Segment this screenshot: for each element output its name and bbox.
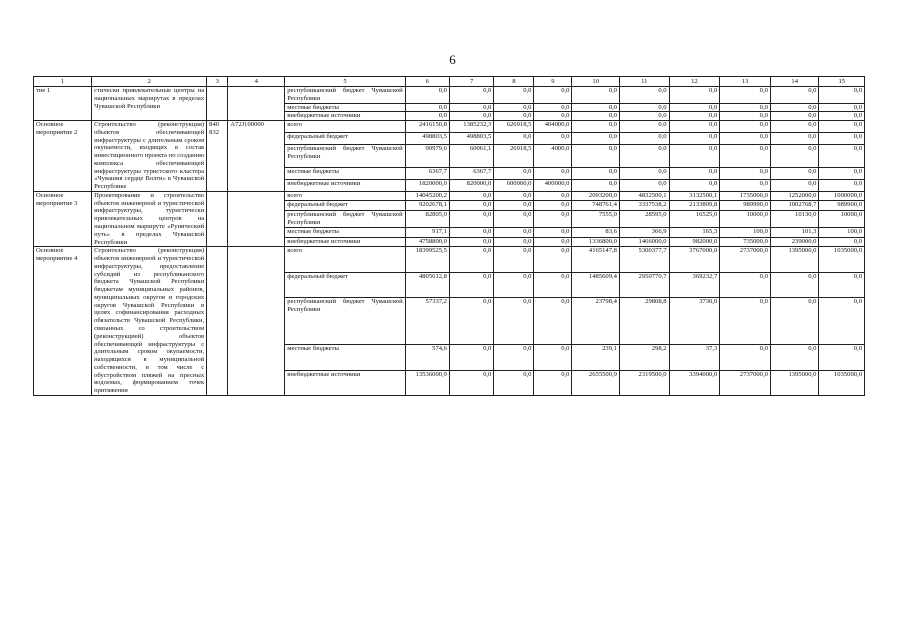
- header-cell: 4: [228, 77, 285, 87]
- funding-source-cell: внебюджетные источники: [285, 237, 405, 246]
- header-cell: 10: [572, 77, 620, 87]
- measure-description-cell: Строительство (реконструкция) объектов обеспечивающей инфраструктуры с длительным сроком окупаемости, входящих в состав инвестиционного проекта по созданию комплекса обеспечивающей инфраструктуры туристского кластера «Чувашия сердце Волги» в Чувашской Республике: [92, 121, 207, 192]
- amount-cell: 1035000,0: [819, 370, 865, 395]
- amount-cell: 0,0: [534, 272, 572, 297]
- amount-cell: 0,0: [669, 179, 720, 191]
- amount-cell: 0,0: [669, 103, 720, 112]
- amount-cell: 0,0: [619, 133, 669, 145]
- funding-source-cell: республиканский бюджет Чувашской Республики: [285, 145, 405, 168]
- amount-cell: 9202678,1: [405, 201, 449, 210]
- amount-cell: 0,0: [572, 179, 620, 191]
- amount-cell: 165,3: [669, 228, 720, 237]
- amount-cell: 4000,0: [534, 145, 572, 168]
- funding-source-cell: всего: [285, 121, 405, 133]
- amount-cell: 0,0: [449, 103, 493, 112]
- funding-source-cell: внебюджетные источники: [285, 179, 405, 191]
- amount-cell: 0,0: [494, 201, 534, 210]
- amount-cell: 0,0: [819, 87, 865, 104]
- amount-cell: 0,0: [619, 167, 669, 179]
- amount-cell: 0,0: [449, 201, 493, 210]
- amount-cell: 3394000,0: [669, 370, 720, 395]
- amount-cell: 0,0: [770, 112, 819, 121]
- amount-cell: 298,2: [619, 345, 669, 370]
- amount-cell: 0,0: [720, 145, 771, 168]
- amount-cell: 1385232,3: [449, 121, 493, 133]
- amount-cell: 2093200,0: [572, 191, 620, 200]
- amount-cell: 0,0: [619, 112, 669, 121]
- budget-table: [33, 76, 865, 396]
- amount-cell: 366,9: [619, 228, 669, 237]
- amount-cell: 2133809,8: [669, 201, 720, 210]
- amount-cell: 1466000,0: [619, 237, 669, 246]
- amount-cell: 0,0: [619, 103, 669, 112]
- amount-cell: 0,0: [720, 112, 771, 121]
- amount-cell: 0,0: [572, 167, 620, 179]
- amount-cell: 1485609,4: [572, 272, 620, 297]
- amount-cell: 3132500,1: [669, 191, 720, 200]
- funding-source-cell: республиканский бюджет Чувашской Республики: [285, 210, 405, 228]
- amount-cell: 0,0: [494, 237, 534, 246]
- header-cell: 7: [449, 77, 493, 87]
- amount-cell: 0,0: [720, 272, 771, 297]
- amount-cell: 0,0: [572, 103, 620, 112]
- amount-cell: 0,0: [770, 179, 819, 191]
- amount-cell: 0,0: [572, 87, 620, 104]
- header-cell: 8: [494, 77, 534, 87]
- page-number: 6: [449, 52, 456, 67]
- amount-cell: 0,0: [494, 370, 534, 395]
- amount-cell: 0,0: [494, 297, 534, 345]
- amount-cell: 0,0: [494, 103, 534, 112]
- header-cell: 9: [534, 77, 572, 87]
- amount-cell: 989990,0: [720, 201, 771, 210]
- amount-cell: 0,0: [572, 121, 620, 133]
- amount-cell: 0,0: [572, 145, 620, 168]
- amount-cell: 2655500,9: [572, 370, 620, 395]
- amount-cell: 1035000,0: [819, 247, 865, 272]
- amount-cell: 0,0: [494, 345, 534, 370]
- amount-cell: 1336800,0: [572, 237, 620, 246]
- funding-source-cell: федеральный бюджет: [285, 272, 405, 297]
- measure-description-cell: стически привлекательные центры на национальных маршрутах в пределах Чувашской Республики: [92, 87, 207, 121]
- amount-cell: 14045200,2: [405, 191, 449, 200]
- amount-cell: 0,0: [534, 201, 572, 210]
- amount-cell: 37,3: [669, 345, 720, 370]
- amount-cell: 16525,0: [669, 210, 720, 228]
- amount-cell: 0,0: [405, 112, 449, 121]
- amount-cell: 0,0: [770, 133, 819, 145]
- amount-cell: 0,0: [669, 121, 720, 133]
- amount-cell: 404000,0: [534, 121, 572, 133]
- header-cell: 1: [34, 77, 92, 87]
- amount-cell: 0,0: [720, 133, 771, 145]
- amount-cell: 1002768,7: [770, 201, 819, 210]
- amount-cell: 10130,0: [770, 210, 819, 228]
- measure-description-cell: Строительство (реконструкция) объектов инженерной и туристической инфраструктуры, предоставление субсидий из республиканского бюджета Чувашской Республики бюджетам муниципальных районов, муниципальных округов и городских округов Чувашской Республики в целях софинансирования расходных обязательств Чувашской Республики, связанных со строительством (реконструкцией) объектов обеспечивающей инфраструктуры с длительным сроком окупаемости, находящихся в муниципальной собственности, в том числе с обустройством пляжей на пресных водоемах, формированием точек притяжения: [92, 247, 207, 396]
- amount-cell: 6367,7: [449, 167, 493, 179]
- amount-cell: 0,0: [819, 103, 865, 112]
- amount-cell: 0,0: [449, 210, 493, 228]
- amount-cell: 100,0: [819, 228, 865, 237]
- amount-cell: 600000,0: [494, 179, 534, 191]
- amount-cell: 0,0: [449, 345, 493, 370]
- header-cell: 12: [669, 77, 720, 87]
- amount-cell: 0,0: [770, 103, 819, 112]
- amount-cell: 0,0: [770, 272, 819, 297]
- amount-cell: 90979,6: [405, 145, 449, 168]
- amount-cell: 0,0: [819, 237, 865, 246]
- amount-cell: 735000,0: [720, 237, 771, 246]
- amount-cell: 0,0: [619, 145, 669, 168]
- amount-cell: 0,0: [770, 167, 819, 179]
- amount-cell: 0,0: [770, 297, 819, 345]
- amount-cell: 0,0: [669, 145, 720, 168]
- amount-cell: 0,0: [449, 237, 493, 246]
- budget-code-cell: 840 832: [207, 121, 228, 192]
- amount-cell: 0,0: [720, 297, 771, 345]
- amount-cell: 1395000,0: [770, 370, 819, 395]
- amount-cell: 820000,0: [449, 179, 493, 191]
- header-row: [34, 77, 865, 87]
- amount-cell: 239000,0: [770, 237, 819, 246]
- amount-cell: 0,0: [720, 167, 771, 179]
- amount-cell: 0,0: [449, 87, 493, 104]
- amount-cell: 3337538,2: [619, 201, 669, 210]
- amount-cell: 0,0: [534, 133, 572, 145]
- amount-cell: 400000,0: [534, 179, 572, 191]
- budget-table-body: [34, 87, 865, 396]
- amount-cell: 26918,5: [494, 145, 534, 168]
- amount-cell: 0,0: [534, 103, 572, 112]
- amount-cell: 1000000,0: [819, 191, 865, 200]
- amount-cell: 0,0: [494, 133, 534, 145]
- amount-cell: 0,0: [819, 297, 865, 345]
- amount-cell: 0,0: [669, 87, 720, 104]
- header-cell: 15: [819, 77, 865, 87]
- amount-cell: 5300377,7: [619, 247, 669, 272]
- amount-cell: 0,0: [449, 191, 493, 200]
- measure-name-cell: Основное мероприятие 4: [34, 247, 92, 396]
- amount-cell: 28595,0: [619, 210, 669, 228]
- target-code-cell: A72J100000: [228, 121, 285, 192]
- amount-cell: 0,0: [449, 272, 493, 297]
- amount-cell: 57337,2: [405, 297, 449, 345]
- amount-cell: 0,0: [494, 228, 534, 237]
- amount-cell: 1395000,0: [770, 247, 819, 272]
- amount-cell: 0,0: [534, 370, 572, 395]
- amount-cell: 0,0: [534, 247, 572, 272]
- funding-source-cell: федеральный бюджет: [285, 133, 405, 145]
- amount-cell: 0,0: [449, 112, 493, 121]
- amount-cell: 0,0: [534, 191, 572, 200]
- amount-cell: 0,0: [720, 179, 771, 191]
- amount-cell: 0,0: [494, 210, 534, 228]
- amount-cell: 23798,4: [572, 297, 620, 345]
- amount-cell: 7555,0: [572, 210, 620, 228]
- amount-cell: 0,0: [534, 297, 572, 345]
- funding-source-cell: местные бюджеты: [285, 345, 405, 370]
- header-cell: 6: [405, 77, 449, 87]
- header-cell: 2: [92, 77, 207, 87]
- amount-cell: 0,0: [534, 87, 572, 104]
- amount-cell: 0,0: [494, 247, 534, 272]
- amount-cell: 0,0: [534, 210, 572, 228]
- amount-cell: 29808,8: [619, 297, 669, 345]
- amount-cell: 101,3: [770, 228, 819, 237]
- measure-description-cell: Проектирование и строительство объектов инженерной и туристической инфраструктуры, туристически привлекательных центров на национальном маршруте «Рунический путь» в пределах Чувашской Республики: [92, 191, 207, 246]
- amount-cell: 6367,7: [405, 167, 449, 179]
- amount-cell: 82805,0: [405, 210, 449, 228]
- amount-cell: 4165147,8: [572, 247, 620, 272]
- amount-cell: 0,0: [720, 121, 771, 133]
- funding-source-cell: местные бюджеты: [285, 103, 405, 112]
- amount-cell: 18399525,5: [405, 247, 449, 272]
- amount-cell: 83,6: [572, 228, 620, 237]
- amount-cell: 0,0: [449, 228, 493, 237]
- amount-cell: 0,0: [449, 297, 493, 345]
- amount-cell: 13536000,9: [405, 370, 449, 395]
- budget-code-cell: [207, 87, 228, 121]
- table-row: [34, 191, 865, 200]
- amount-cell: 0,0: [669, 112, 720, 121]
- header-cell: 5: [285, 77, 405, 87]
- amount-cell: 0,0: [770, 121, 819, 133]
- amount-cell: 0,0: [819, 133, 865, 145]
- header-cell: 14: [770, 77, 819, 87]
- measure-name-cell: тие 1: [34, 87, 92, 121]
- budget-code-cell: [207, 247, 228, 396]
- amount-cell: 0,0: [572, 133, 620, 145]
- amount-cell: 0,0: [534, 167, 572, 179]
- amount-cell: 0,0: [819, 272, 865, 297]
- table-row: [34, 87, 865, 104]
- amount-cell: 1735000,0: [720, 191, 771, 200]
- amount-cell: 369232,7: [669, 272, 720, 297]
- amount-cell: 0,0: [572, 112, 620, 121]
- funding-source-cell: республиканский бюджет Чувашской Республики: [285, 87, 405, 104]
- amount-cell: 989900,0: [819, 201, 865, 210]
- target-code-cell: [228, 87, 285, 121]
- amount-cell: 0,0: [770, 345, 819, 370]
- amount-cell: 498803,5: [405, 133, 449, 145]
- amount-cell: 0,0: [720, 103, 771, 112]
- funding-source-cell: республиканский бюджет Чувашской Республики: [285, 297, 405, 345]
- amount-cell: 3730,0: [669, 297, 720, 345]
- amount-cell: 0,0: [534, 237, 572, 246]
- amount-cell: 0,0: [819, 345, 865, 370]
- amount-cell: 2416150,8: [405, 121, 449, 133]
- amount-cell: 100,0: [720, 228, 771, 237]
- amount-cell: 4805612,8: [405, 272, 449, 297]
- amount-cell: 10000,0: [720, 210, 771, 228]
- amount-cell: 0,0: [449, 370, 493, 395]
- amount-cell: 982000,0: [669, 237, 720, 246]
- amount-cell: 1820000,0: [405, 179, 449, 191]
- amount-cell: 0,0: [619, 87, 669, 104]
- target-code-cell: [228, 191, 285, 246]
- amount-cell: 0,0: [669, 133, 720, 145]
- header-cell: 11: [619, 77, 669, 87]
- amount-cell: 10000,0: [819, 210, 865, 228]
- amount-cell: 0,0: [494, 191, 534, 200]
- amount-cell: 0,0: [494, 112, 534, 121]
- amount-cell: 0,0: [405, 87, 449, 104]
- header-cell: 13: [720, 77, 771, 87]
- amount-cell: 0,0: [819, 167, 865, 179]
- header-cell: 3: [207, 77, 228, 87]
- table-row: [34, 247, 865, 272]
- amount-cell: 0,0: [770, 145, 819, 168]
- amount-cell: 0,0: [534, 112, 572, 121]
- amount-cell: 4758800,0: [405, 237, 449, 246]
- amount-cell: 0,0: [494, 87, 534, 104]
- amount-cell: 748761,4: [572, 201, 620, 210]
- funding-source-cell: внебюджетные источники: [285, 112, 405, 121]
- funding-source-cell: внебюджетные источники: [285, 370, 405, 395]
- amount-cell: 0,0: [819, 179, 865, 191]
- amount-cell: 2737000,0: [720, 370, 771, 395]
- amount-cell: 0,0: [619, 121, 669, 133]
- amount-cell: 0,0: [819, 145, 865, 168]
- amount-cell: 60061,1: [449, 145, 493, 168]
- amount-cell: 0,0: [669, 167, 720, 179]
- amount-cell: 626918,5: [494, 121, 534, 133]
- amount-cell: 0,0: [534, 345, 572, 370]
- amount-cell: 2737000,0: [720, 247, 771, 272]
- budget-code-cell: [207, 191, 228, 246]
- table-row: [34, 121, 865, 133]
- amount-cell: 0,0: [494, 167, 534, 179]
- amount-cell: 239,1: [572, 345, 620, 370]
- amount-cell: 0,0: [619, 179, 669, 191]
- amount-cell: 498803,5: [449, 133, 493, 145]
- amount-cell: 0,0: [449, 247, 493, 272]
- amount-cell: 0,0: [720, 87, 771, 104]
- amount-cell: 0,0: [534, 228, 572, 237]
- funding-source-cell: федеральный бюджет: [285, 201, 405, 210]
- amount-cell: 0,0: [819, 121, 865, 133]
- measure-name-cell: Основное мероприятие 3: [34, 191, 92, 246]
- amount-cell: 1252000,0: [770, 191, 819, 200]
- amount-cell: 4832500,1: [619, 191, 669, 200]
- amount-cell: 0,0: [770, 87, 819, 104]
- amount-cell: 0,0: [720, 345, 771, 370]
- funding-source-cell: местные бюджеты: [285, 228, 405, 237]
- amount-cell: 0,0: [819, 112, 865, 121]
- target-code-cell: [228, 247, 285, 396]
- amount-cell: 2319500,0: [619, 370, 669, 395]
- funding-source-cell: местные бюджеты: [285, 167, 405, 179]
- measure-name-cell: Основное мероприятие 2: [34, 121, 92, 192]
- funding-source-cell: всего: [285, 191, 405, 200]
- amount-cell: 3767000,0: [669, 247, 720, 272]
- amount-cell: 917,1: [405, 228, 449, 237]
- amount-cell: 574,6: [405, 345, 449, 370]
- funding-source-cell: всего: [285, 247, 405, 272]
- amount-cell: 0,0: [494, 272, 534, 297]
- amount-cell: 0,0: [405, 103, 449, 112]
- amount-cell: 2950770,7: [619, 272, 669, 297]
